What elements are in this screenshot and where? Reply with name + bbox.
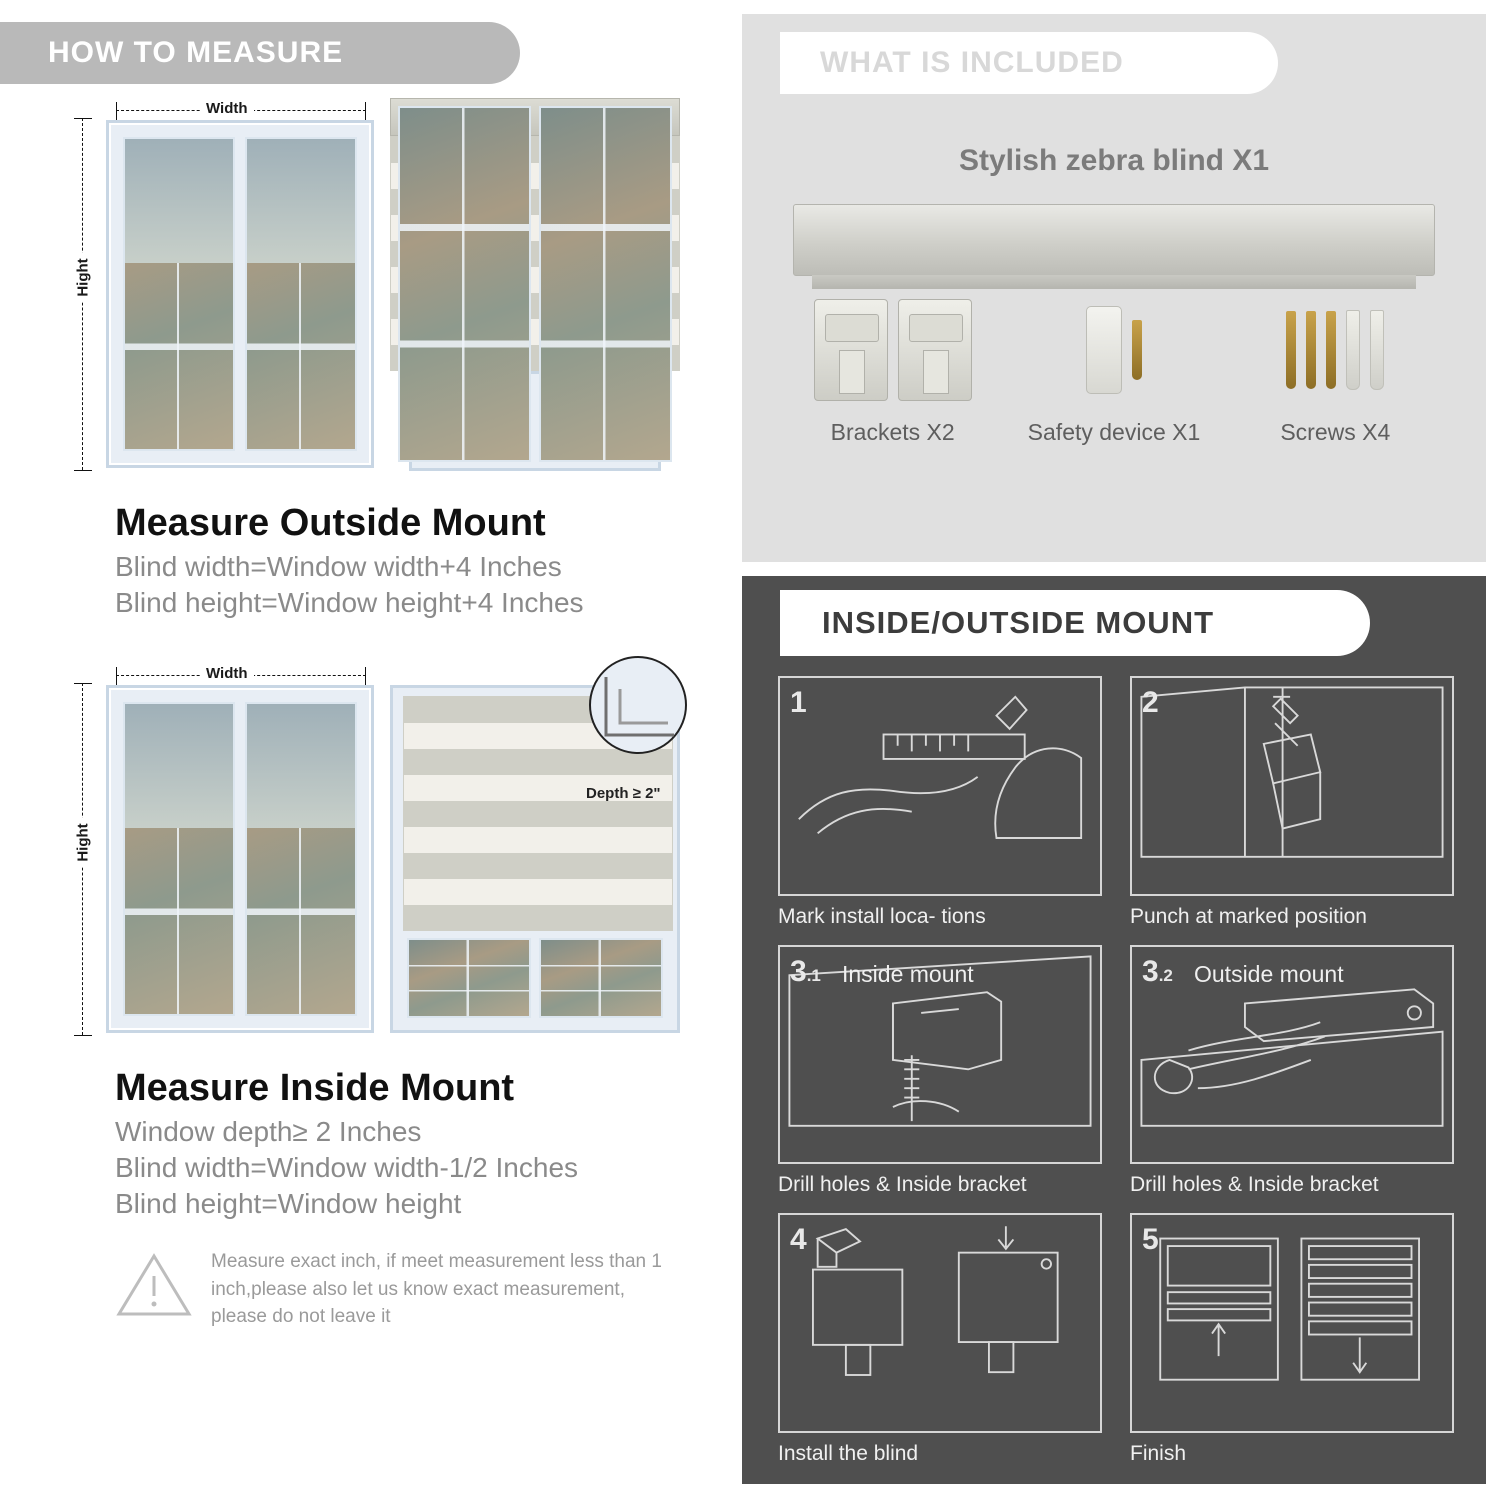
mount-step-5	[1130, 1213, 1454, 1466]
outside-width-label: Width	[200, 100, 254, 117]
inside-mount-line1: Window depth≥ 2 Inches	[115, 1116, 422, 1147]
step-number-value: 3	[1142, 954, 1159, 988]
included-part-screws	[1236, 295, 1435, 446]
right-column	[742, 0, 1500, 1500]
tick	[74, 470, 92, 471]
included-product-title: Stylish zebra blind X1	[958, 144, 1270, 177]
window-illustration	[106, 120, 374, 468]
included-part-brackets	[793, 295, 992, 446]
step-caption: Drill holes & Inside bracket	[1130, 1173, 1379, 1197]
inside-mount-block	[0, 623, 742, 1331]
how-to-measure-banner: HOW TO MEASURE	[0, 22, 520, 84]
how-to-measure-column	[0, 0, 742, 1500]
inside-mount-heading: Measure Inside Mount	[115, 1067, 515, 1109]
window-behind-blind	[409, 371, 661, 471]
window-pane	[539, 106, 672, 462]
inside-height-label: Hight	[75, 817, 92, 867]
window-pane	[407, 938, 531, 1018]
window-illustration	[106, 685, 374, 1033]
safety-device-icon	[1014, 295, 1213, 405]
step-number: 1	[790, 686, 807, 719]
window-panes	[123, 137, 357, 451]
blind-rail-image	[793, 204, 1435, 276]
step-number: 4	[790, 1223, 807, 1257]
step-caption: Install the blind	[778, 1442, 919, 1465]
mount-step-3-1	[778, 945, 1102, 1198]
step-5-illustration	[1130, 1213, 1454, 1433]
step-caption: Punch at marked position	[1130, 904, 1367, 928]
inside-width-label: Width	[200, 665, 254, 682]
window-pane	[539, 938, 663, 1018]
what-is-included-banner: WHAT IS INCLUDED	[780, 32, 1278, 94]
outside-mount-line1: Blind width=Window width+4 Inches	[115, 551, 562, 582]
mount-banner: INSIDE/OUTSIDE MOUNT	[780, 590, 1370, 656]
mount-step-2	[1130, 676, 1454, 929]
inside-mounted-blind	[390, 685, 680, 1033]
window-pane	[245, 137, 357, 451]
outside-mount-diagram	[60, 94, 700, 494]
window-pane	[398, 106, 531, 462]
outside-mount-line2: Blind height=Window height+4 Inches	[115, 587, 584, 618]
inside-mount-diagram	[60, 659, 700, 1059]
window-pane	[245, 702, 357, 1016]
window-pane	[123, 702, 235, 1016]
step-number	[790, 955, 821, 989]
window-pane	[123, 137, 235, 451]
measure-note	[115, 1248, 742, 1331]
mount-step-1	[778, 676, 1102, 929]
outside-height-label: Hight	[75, 252, 92, 302]
step-caption: Mark install loca- tions	[778, 904, 986, 928]
step-3-2-illustration	[1130, 945, 1454, 1165]
mount-steps-panel	[742, 576, 1486, 1484]
tick	[116, 102, 117, 120]
part-label: Brackets X2	[830, 419, 955, 445]
outside-mount-heading: Measure Outside Mount	[115, 502, 546, 544]
included-parts	[742, 316, 1486, 446]
warning-icon	[115, 1248, 193, 1320]
included-part-safety	[1014, 295, 1213, 446]
step-number-value: 3	[790, 954, 807, 988]
mount-step-4	[778, 1213, 1102, 1466]
step-1-illustration	[778, 676, 1102, 896]
step-number-suffix: .2	[1158, 965, 1173, 985]
mount-steps-grid	[778, 676, 1454, 1466]
step-4-illustration	[778, 1213, 1102, 1433]
depth-callout	[576, 655, 706, 785]
outside-mount-block	[0, 84, 742, 619]
step-caption: Finish	[1130, 1442, 1187, 1465]
step-number: 5	[1142, 1223, 1159, 1257]
tick	[365, 102, 366, 120]
inside-mount-line3: Blind height=Window height	[115, 1188, 462, 1219]
step-caption: Drill holes & Inside bracket	[778, 1173, 1027, 1197]
part-label: Screws X4	[1280, 419, 1391, 445]
screws-icon	[1236, 295, 1435, 405]
step-number: 2	[1142, 686, 1159, 719]
step-subtitle: Inside mount	[842, 960, 974, 987]
step-number-suffix: .1	[806, 965, 821, 985]
what-is-included-panel	[742, 14, 1486, 562]
step-2-illustration	[1130, 676, 1454, 896]
brackets-icon	[793, 295, 992, 405]
step-number	[1142, 955, 1173, 989]
tick	[74, 118, 92, 119]
inside-mount-line2: Blind width=Window width-1/2 Inches	[115, 1152, 579, 1183]
outside-mounted-blind	[390, 98, 680, 470]
part-label: Safety device X1	[1027, 419, 1201, 445]
step-3-1-illustration	[778, 945, 1102, 1165]
mount-step-3-2	[1130, 945, 1454, 1198]
step-subtitle: Outside mount	[1194, 960, 1344, 987]
measure-note-text: Measure exact inch, if meet measurement less than 1 inch,please also let us know exact measurement, please do not leave it	[211, 1251, 662, 1328]
depth-label: Depth ≥ 2"	[586, 785, 661, 802]
